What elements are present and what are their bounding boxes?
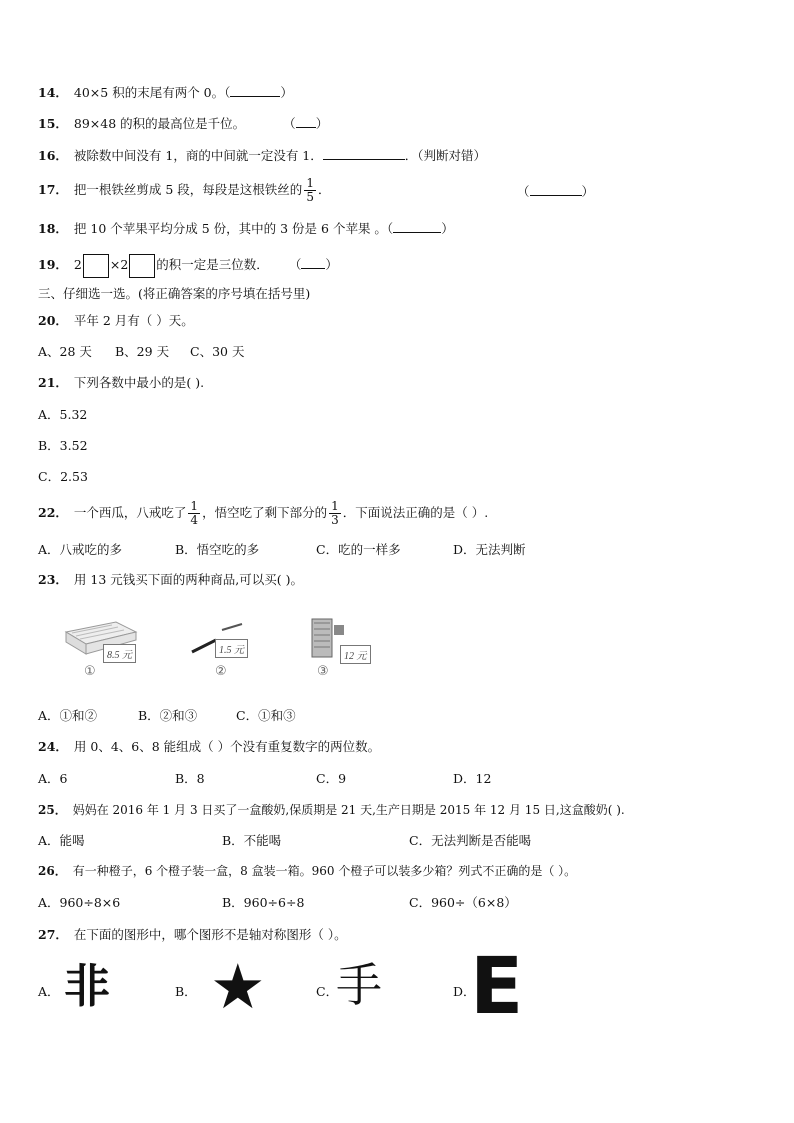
question-text: 用 13 元钱买下面的两种商品,可以买( )。 xyxy=(73,572,303,587)
question-text: 把一根铁丝剪成 5 段，每段是这根铁丝的 xyxy=(73,182,303,197)
image-caption: ① xyxy=(84,664,96,679)
option-b[interactable]: B．悟空吃的多 xyxy=(175,542,260,557)
section-heading: 三、仔细选一选。(将正确答案的序号填在括号里) xyxy=(38,286,311,301)
question-text: 在下面的图形中，哪个图形不是轴对称图形（ ）。 xyxy=(73,927,347,942)
question-number: 24． xyxy=(38,739,68,754)
answer-blank[interactable] xyxy=(296,115,316,128)
question-number: 26． xyxy=(38,864,67,878)
price-tag: 8.5 元 xyxy=(103,644,136,663)
option-c-label[interactable]: C． xyxy=(316,984,339,999)
answer-blank[interactable] xyxy=(301,256,325,269)
question-text: 一个西瓜，八戒吃了 xyxy=(73,505,187,520)
paren-close: ） xyxy=(441,221,454,236)
question-text: ，悟空吃了剩下部分的 xyxy=(202,505,328,520)
answer-blank[interactable] xyxy=(393,220,441,233)
question-24 xyxy=(38,739,380,755)
paren-open: （ xyxy=(283,116,296,131)
fraction: $\frac{1}{4}$ xyxy=(190,499,199,527)
question-number: 18． xyxy=(38,221,68,236)
question-19: 19． 2 ×2 的积一定是三位数． （ ） xyxy=(38,253,338,278)
question-26 xyxy=(38,863,576,879)
option-b-label[interactable]: B． xyxy=(175,984,197,999)
option-c[interactable]: C、30 天 xyxy=(190,344,245,359)
option-b[interactable]: B．8 xyxy=(175,771,205,786)
option-c[interactable]: C．2.53 xyxy=(38,469,88,484)
option-a[interactable]: A．6 xyxy=(38,771,68,786)
option-b[interactable]: B．960÷6÷8 xyxy=(222,895,305,910)
question-number: 22． xyxy=(38,505,68,520)
option-d[interactable]: D．12 xyxy=(453,771,492,786)
question-text: 有一种橙子，6 个橙子装一盒，8 盒装一箱。960 个橙子可以装多少箱？列式不正确的是（ ）。 xyxy=(72,864,577,878)
question-17-answer: （ ） xyxy=(517,184,595,199)
option-a[interactable]: A．5.32 xyxy=(38,407,88,422)
paren-close: ） xyxy=(280,85,293,100)
question-number: 15． xyxy=(38,116,68,131)
option-a[interactable]: A．①和② xyxy=(38,708,98,723)
question-22 xyxy=(38,498,488,528)
option-c[interactable]: C．9 xyxy=(316,771,347,786)
fraction: $\frac{1}{3}$ xyxy=(331,499,339,527)
option-a-label[interactable]: A． xyxy=(38,984,60,999)
shou-character-icon: 手 xyxy=(336,958,382,1012)
question-15 xyxy=(38,115,328,132)
option-b[interactable]: B．不能喝 xyxy=(222,833,282,848)
option-c[interactable]: C．①和③ xyxy=(236,708,296,723)
answer-blank[interactable] xyxy=(530,183,582,196)
star-icon: ★ xyxy=(210,950,266,1023)
option-d[interactable]: D．无法判断 xyxy=(453,542,526,557)
question-number: 20． xyxy=(38,313,68,328)
image-caption: ② xyxy=(215,664,227,679)
question-number: 27． xyxy=(38,927,68,942)
question-text: 平年 2 月有（ ）天。 xyxy=(73,313,194,328)
answer-blank[interactable] xyxy=(230,84,280,97)
question-25 xyxy=(38,802,625,818)
question-text: 40×5 积的末尾有两个 0。（ xyxy=(73,85,231,100)
question-number: 17． xyxy=(38,182,68,197)
option-b[interactable]: B．3.52 xyxy=(38,438,88,453)
question-text: 被除数中间没有 1，商的中间就一定没有 1． xyxy=(73,148,323,163)
option-c[interactable]: C．960÷（6×8） xyxy=(409,895,517,910)
answer-blank[interactable] xyxy=(323,147,405,160)
option-b[interactable]: B．②和③ xyxy=(138,708,198,723)
question-number: 21． xyxy=(38,375,68,390)
price-tag: 1.5 元 xyxy=(215,639,248,658)
question-text: 把 10 个苹果平均分成 5 份，其中的 3 份是 6 个苹果 。（ xyxy=(73,221,394,236)
option-c[interactable]: C．吃的一样多 xyxy=(316,542,401,557)
image-caption: ③ xyxy=(317,664,329,679)
question-number: 25． xyxy=(38,803,67,817)
letter-e-icon: E xyxy=(470,942,524,1032)
question-number: 23． xyxy=(38,572,68,587)
paren-close: ） xyxy=(315,116,329,131)
question-20 xyxy=(38,313,194,329)
option-a[interactable]: A、28 天 xyxy=(38,344,92,359)
question-number: 19． xyxy=(38,257,68,272)
question-suffix: ．（判断对错） xyxy=(404,148,487,163)
question-16 xyxy=(38,147,486,164)
question-text: ．下面说法正确的是（ ）. xyxy=(342,505,489,520)
fraction: $\frac{1}{5}$ xyxy=(306,176,314,204)
question-text: 89×48 的积的最高位是千位。 xyxy=(73,116,246,131)
digit-box[interactable] xyxy=(83,254,109,278)
digit-box[interactable] xyxy=(129,254,155,278)
multiply-text: ×2 xyxy=(109,257,129,272)
option-d-label[interactable]: D． xyxy=(453,984,476,999)
question-27 xyxy=(38,927,347,943)
fei-character-icon: 非 xyxy=(64,959,110,1013)
question-text: 的积一定是三位数． xyxy=(156,257,269,272)
question-number: 16． xyxy=(38,148,68,163)
digit: 2 xyxy=(73,257,82,272)
option-b[interactable]: B、29 天 xyxy=(115,344,170,359)
question-18 xyxy=(38,220,454,237)
option-a[interactable]: A．能喝 xyxy=(38,833,85,848)
question-14 xyxy=(38,84,293,101)
question-23 xyxy=(38,572,303,588)
question-text: 下列各数中最小的是( ). xyxy=(73,375,205,390)
question-21 xyxy=(38,375,204,391)
question-17 xyxy=(38,176,330,204)
question-number: 14． xyxy=(38,85,68,100)
question-text: 用 0、4、6、8 能组成（ ）个没有重复数字的两位数。 xyxy=(73,739,381,754)
price-tag: 12 元 xyxy=(340,645,371,664)
question-text: 妈妈在 2016 年 1 月 3 日买了一盒酸奶,保质期是 21 天,生产日期是 2015 年 12 月 15 日,这盒酸奶( ). xyxy=(72,803,625,817)
option-c[interactable]: C．无法判断是否能喝 xyxy=(409,833,532,848)
option-a[interactable]: A．960÷8×6 xyxy=(38,895,121,910)
option-a[interactable]: A．八戒吃的多 xyxy=(38,542,123,557)
question-suffix: ． xyxy=(317,182,331,197)
